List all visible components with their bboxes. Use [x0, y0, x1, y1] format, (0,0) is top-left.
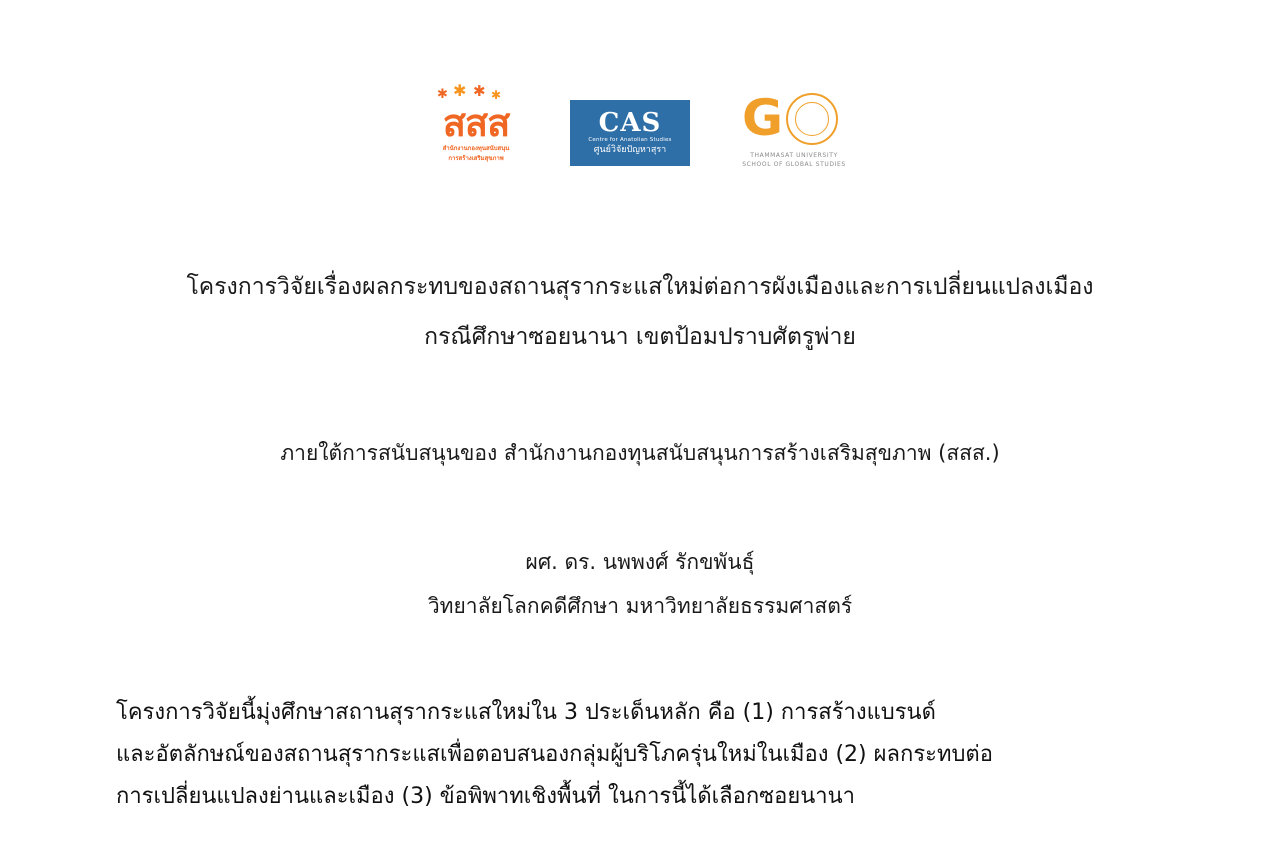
thaihealth-logo-subtitle-1: สำนักงานกองทุนสนับสนุน — [442, 145, 510, 152]
cas-logo — [570, 100, 690, 166]
thaihealth-logo-word: สสส — [442, 101, 510, 145]
abstract-line-2: และอัตลักษณ์ของสถานสุรากระแสเพื่อตอบสนองกลุ่มผู้บริโภครุ่นใหม่ในเมือง (2) ผลกระทบต่อ — [116, 742, 993, 767]
sgs-mark — [724, 87, 864, 151]
author-block — [100, 540, 1180, 628]
university-seal-icon — [786, 93, 838, 145]
thammasat-sgs-logo — [724, 87, 864, 179]
abstract-line-1: โครงการวิจัยนี้มุ่งศึกษาสถานสุรากระแสใหม่ใน 3 ประเด็นหลัก คือ (1) การสร้างแบรนด์ — [116, 700, 936, 725]
title-line-2: กรณีศึกษาซอยนานา เขตป้อมปราบศัตรูพ่าย — [424, 324, 856, 350]
thaihealth-logo — [416, 83, 536, 183]
title-line-1: โครงการวิจัยเรื่องผลกระทบของสถานสุรากระแสใหม่ต่อการผังเมืองและการเปลี่ยนแปลงเมือง — [186, 274, 1094, 300]
author-name: ผศ. ดร. นพพงศ์ รักขพันธุ์ — [525, 550, 755, 574]
logo-row — [0, 78, 1280, 188]
sgs-logo-word: G — [742, 89, 784, 147]
abstract-line-3: การเปลี่ยนแปลงย่านและเมือง (3) ข้อพิพาทเชิงพื้นที่ ในการนี้ได้เลือกซอยนานา — [116, 784, 855, 809]
abstract-body — [116, 692, 1170, 818]
document-title — [100, 262, 1180, 362]
cas-logo-english: Centre for Anatolian Studies — [588, 137, 672, 143]
thaihealth-logo-subtitle-2: การสร้างเสริมสุขภาพ — [448, 155, 504, 162]
support-line-1: ภายใต้การสนับสนุนของ สำนักงานกองทุนสนับสนุนการสร้างเสริมสุขภาพ (สสส.) — [280, 441, 1000, 465]
support-statement — [100, 432, 1180, 474]
cas-logo-word: CAS — [598, 108, 662, 138]
cas-logo-thai: ศูนย์วิจัยปัญหาสุรา — [593, 145, 667, 155]
author-affiliation: วิทยาลัยโลกคดีศึกษา มหาวิทยาลัยธรรมศาสตร์ — [427, 594, 853, 618]
sgs-logo-subtitle-2: SCHOOL OF GLOBAL STUDIES — [742, 161, 846, 168]
star-cluster-icon: ✱ ✱ ✱ ✱ — [437, 81, 502, 102]
sgs-logo-subtitle-1: THAMMASAT UNIVERSITY — [750, 152, 838, 159]
